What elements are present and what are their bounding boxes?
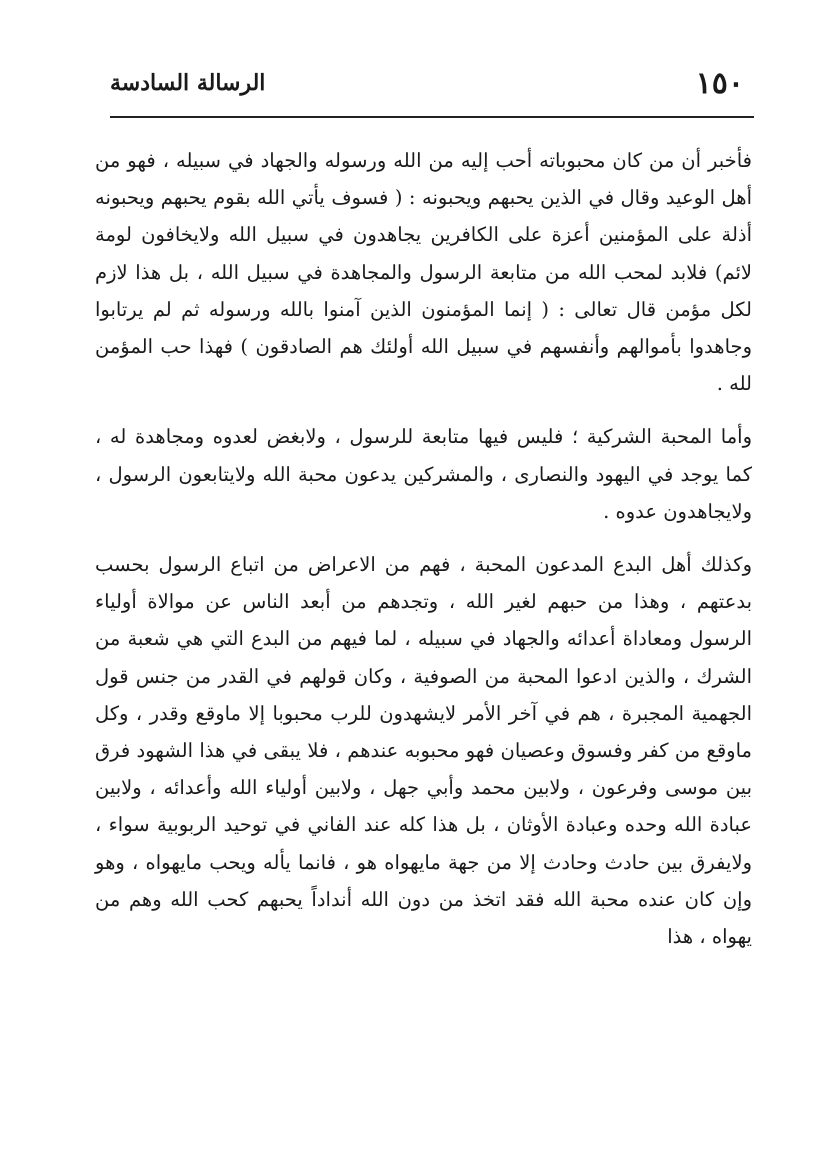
running-title: الرسالة السادسة bbox=[110, 70, 266, 96]
page-header bbox=[110, 58, 744, 108]
body-text bbox=[95, 142, 752, 955]
paragraph-2: وأما المحبة الشركية ؛ فليس فيها متابعة للرسول ، ولابغض لعدوه ومجاهدة له ، كما يوجد في اليهود والنصارى ، والمشركين يدعون محبة الله ولايتابعون الرسول ، ولايجاهدون عدوه . bbox=[95, 425, 752, 523]
page-number: ١٥٠ bbox=[695, 65, 744, 101]
paragraph-3: وكذلك أهل البدع المدعون المحبة ، فهم من الاعراض من اتباع الرسول بحسب بدعتهم ، وهذا من حبهم لغير الله ، وتجدهم من أبعد الناس عن موالاة أولياء الرسول ومعاداة أعدائه والجهاد في سبيله ، لما فيهم من البدع التي هي شعبة من الشرك ، والذين ادعوا المحبة من الصوفية ، وكان قولهم في القدر من جنس قول الجهمية المجبرة ، هم في آخر الأمر لايشهدون للرب محبوبا إلا ماوقع وقدر ، وكل ماوقع من كفر وفسوق وعصيان فهو محبوبه عندهم ، فلا يبقى في هذا الشهود فرق بين موسى وفرعون ، ولابين محمد وأبي جهل ، ولابين أولياء الله وأعدائه ، ولابين عبادة الله وحده وعبادة الأوثان ، بل هذا كله عند الفاني في توحيد الربوبية سواء ، ولايفرق بين حادث وحادث إلا من جهة مايهواه هو ، فانما يأله ويحب مايهواه ، وهو وإن كان عنده محبة الله فقد اتخذ من دون الله أنداداً يحبهم كحب الله وهم من يهواه ، هذا bbox=[95, 553, 752, 949]
header-rule bbox=[110, 116, 754, 118]
paragraph-1: فأخبر أن من كان محبوباته أحب إليه من الله ورسوله والجهاد في سبيله ، فهو من أهل الوعيد وقال في الذين يحبهم ويحبونه : ( فسوف يأتي الله بقوم يحبهم ويحبونه أذلة على المؤمنين أعزة على الكافرين يجاهدون في سبيل الله ولايخافون لومة لائم) فلابد لمحب الله من متابعة الرسول والمجاهدة في سبيل الله ، بل هذا لازم لكل مؤمن قال تعالى : ( إنما المؤمنون الذين آمنوا بالله ورسوله ثم لم يرتابوا وجاهدوا بأموالهم وأنفسهم في سبيل الله أولئك هم الصادقون ) فهذا حب المؤمن لله . bbox=[95, 149, 752, 396]
